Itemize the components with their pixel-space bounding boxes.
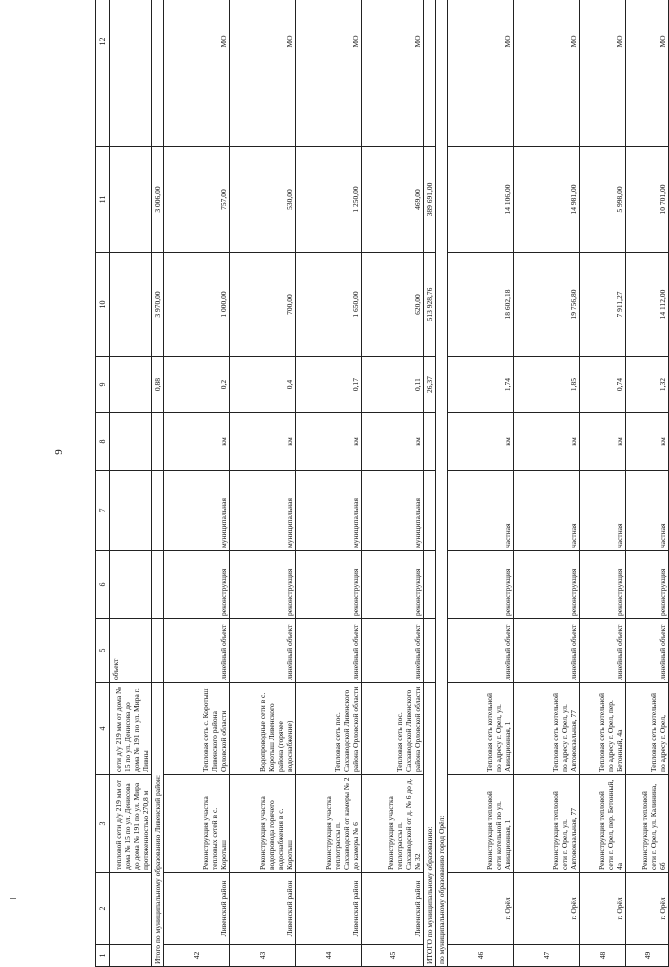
cell-responsible: МО — [362, 0, 424, 147]
cell-length: 0,4 — [230, 357, 296, 413]
investment-table — [95, 0, 669, 967]
table-row — [580, 0, 626, 967]
cell-responsible: МО — [164, 0, 230, 147]
cell-cost: 1 650,00 — [296, 253, 362, 357]
cell-cost-2: 1 250,00 — [296, 147, 362, 253]
cell-name: тепловой сети д/у 219 мм от дома № 15 по ул. Денисова до дома № 191 по ул. Мира протяженностью 270,8 м — [110, 775, 152, 873]
cell-unit: км — [580, 413, 626, 471]
cell-cost-2: 14 981,00 — [514, 147, 580, 253]
section-header-row — [436, 0, 448, 967]
cell-ownership: муниципальная — [230, 471, 296, 551]
cell-cost: 700,00 — [230, 253, 296, 357]
cell-cost: 18 602,18 — [448, 253, 514, 357]
grand-total-cost: 513 928,76 — [424, 253, 436, 357]
cell-responsible: МО — [580, 0, 626, 147]
cell-district: Ливенский район — [362, 873, 424, 945]
cell-cost-2: 469,00 — [362, 147, 424, 253]
row-number: 48 — [580, 945, 626, 967]
cell-district: г. Орёл — [448, 873, 514, 945]
cell-work: реконструкция — [296, 551, 362, 619]
col-header: 7 — [96, 471, 110, 551]
col-header: 5 — [96, 619, 110, 683]
row-number: 44 — [296, 945, 362, 967]
cell-type: линейный объект — [626, 619, 669, 683]
cell-type: линейный объект — [448, 619, 514, 683]
cell-work: реконструкция — [514, 551, 580, 619]
column-number-row — [96, 0, 110, 967]
cell-name: Реконструкция тепловой сети котельной по ул. Авиационная, 1 — [448, 775, 514, 873]
cell-name: Реконструкция тепловой сети г. Орел, ул. Автовокзальная, 77 — [514, 775, 580, 873]
col-header: 1 — [96, 945, 110, 967]
page-number: 9 — [52, 449, 65, 455]
col-header: 9 — [96, 357, 110, 413]
table-row — [514, 0, 580, 967]
cell-ownership: частная — [448, 471, 514, 551]
section-total-row — [152, 0, 164, 967]
table-row — [164, 0, 230, 967]
cell-unit: км — [164, 413, 230, 471]
continuation-row — [110, 0, 152, 967]
rotated-table-sheet — [95, 0, 667, 967]
cell-unit: км — [448, 413, 514, 471]
cell-object: Тепловая сеть котельной по адресу г. Орел, ул. Авиационная, 1 — [448, 683, 514, 775]
cell-name: Реконструкция участка тепловых сетей в с. Коротыш — [164, 775, 230, 873]
table-row — [230, 0, 296, 967]
total-cost-2: 3 006,00 — [152, 147, 164, 253]
cell-cost-2: 530,00 — [230, 147, 296, 253]
section-total-label: Итого по муниципальному образованию Ливенский район: — [152, 683, 164, 967]
cell-object: Тепловая сеть котельной по адресу г. Орел, ул. Автовокзальная, 77 — [514, 683, 580, 775]
cell-length: 1,74 — [448, 357, 514, 413]
col-header: 2 — [96, 873, 110, 945]
cell-district: Ливенский район — [296, 873, 362, 945]
cell-cost: 1 000,00 — [164, 253, 230, 357]
cell-unit: км — [296, 413, 362, 471]
cell-unit: км — [362, 413, 424, 471]
cell-work: реконструкция — [164, 551, 230, 619]
cell-cost-2: 14 106,00 — [448, 147, 514, 253]
cell-ownership: муниципальная — [362, 471, 424, 551]
cell-cost-2: 757,00 — [164, 147, 230, 253]
cell-length: 0,11 — [362, 357, 424, 413]
cell-type: линейный объект — [230, 619, 296, 683]
cell-work: реконструкция — [362, 551, 424, 619]
row-number: 46 — [448, 945, 514, 967]
cell-type: линейный объект — [362, 619, 424, 683]
cell-length: 1,32 — [626, 357, 669, 413]
margin-mark — [10, 898, 16, 899]
cell-unit: км — [230, 413, 296, 471]
grand-total-cost-2: 389 691,00 — [424, 147, 436, 253]
cell-type: линейный объект — [580, 619, 626, 683]
cell-district: Ливенский район — [164, 873, 230, 945]
cell-name: Реконструкция участка теплотрассы п. Сахзаводской от камеры № 2 до камеры № 6 — [296, 775, 362, 873]
cell-unit: км — [626, 413, 669, 471]
cell-type: линейный объект — [296, 619, 362, 683]
cell-object: Тепловая сеть котельной по адресу г. Орел, пер. Бетонный, 4а — [580, 683, 626, 775]
cell-ownership: частная — [580, 471, 626, 551]
cell-type: объект — [110, 619, 152, 683]
section-label: по муниципальному образованию город Орёл: — [436, 0, 448, 967]
cell-responsible: МО — [448, 0, 514, 147]
table-row — [626, 0, 669, 967]
cell-cost-2: 10 701,00 — [626, 147, 669, 253]
total-length: 0,88 — [152, 357, 164, 413]
cell-type: линейный объект — [514, 619, 580, 683]
cell-length: 0,17 — [296, 357, 362, 413]
cell-cost: 7 911,27 — [580, 253, 626, 357]
cell-object: сети д/у 219 мм от дома № 15 по ул. Денисова до дома № 191 по ул. Мира г. Ливны — [110, 683, 152, 775]
cell-district: г. Орёл — [514, 873, 580, 945]
cell-work: реконструкция — [580, 551, 626, 619]
cell-length: 0,2 — [164, 357, 230, 413]
cell-cost: 14 112,00 — [626, 253, 669, 357]
cell-object: Тепловая сеть котельной по адресу г. Орел, — [626, 683, 669, 775]
col-header: 4 — [96, 683, 110, 775]
cell-cost-2: 5 998,00 — [580, 147, 626, 253]
grand-total-row — [424, 0, 436, 967]
col-header: 11 — [96, 147, 110, 253]
cell-object: Водопроводные сети в с. Коротыш Ливенского района (горячее водоснабжение) — [230, 683, 296, 775]
col-header: 3 — [96, 775, 110, 873]
cell-ownership: муниципальная — [296, 471, 362, 551]
cell-responsible: МО — [626, 0, 669, 147]
row-number: 42 — [164, 945, 230, 967]
cell-name: Реконструкция участка теплотрассы п. Сахзаводской от д. № 6 до д. № 32 — [362, 775, 424, 873]
cell-cost: 19 756,80 — [514, 253, 580, 357]
col-header: 10 — [96, 253, 110, 357]
cell-district: г. Орёл — [626, 873, 669, 945]
cell-responsible: МО — [230, 0, 296, 147]
table-row — [296, 0, 362, 967]
cell-object: Тепловая сеть с. Коротыш Ливенского района Орловской области — [164, 683, 230, 775]
cell-work: реконструкция — [626, 551, 669, 619]
cell-responsible: МО — [296, 0, 362, 147]
cell-name: Реконструкция тепловой сети г. Орел, ул. Калинина, 6б — [626, 775, 669, 873]
row-number: 43 — [230, 945, 296, 967]
cell-object: Тепловая сеть пос. Сахзаводской Ливенского района Орловской области — [296, 683, 362, 775]
cell-length: 0,74 — [580, 357, 626, 413]
cell-name: Реконструкция тепловой сети г. Орел, пер. Бетонный, 4а — [580, 775, 626, 873]
cell-unit: км — [514, 413, 580, 471]
row-number: 47 — [514, 945, 580, 967]
total-cost: 3 970,00 — [152, 253, 164, 357]
table-row — [362, 0, 424, 967]
row-number: 45 — [362, 945, 424, 967]
col-header: 8 — [96, 413, 110, 471]
cell-object: Тепловая сеть пос. Сахзаводской Ливенского района Орловской области — [362, 683, 424, 775]
table-row — [448, 0, 514, 967]
cell-responsible: МО — [514, 0, 580, 147]
cell-work: реконструкция — [448, 551, 514, 619]
cell-length: 1,85 — [514, 357, 580, 413]
cell-district: Ливенский район — [230, 873, 296, 945]
grand-total-label: ИТОГО по муниципальному образованию: — [424, 683, 436, 967]
cell-name: Реконструкция участка водопровода горячего водоснабжения в с. Коротыш — [230, 775, 296, 873]
cell-ownership: частная — [514, 471, 580, 551]
cell-cost: 620,00 — [362, 253, 424, 357]
cell-ownership: частная — [626, 471, 669, 551]
cell-district: г. Орёл — [580, 873, 626, 945]
grand-total-length: 26,37 — [424, 357, 436, 413]
cell-work: реконструкция — [230, 551, 296, 619]
cell-type: линейный объект — [164, 619, 230, 683]
cell-ownership: муниципальная — [164, 471, 230, 551]
row-number: 49 — [626, 945, 669, 967]
col-header: 6 — [96, 551, 110, 619]
col-header: 12 — [96, 0, 110, 147]
